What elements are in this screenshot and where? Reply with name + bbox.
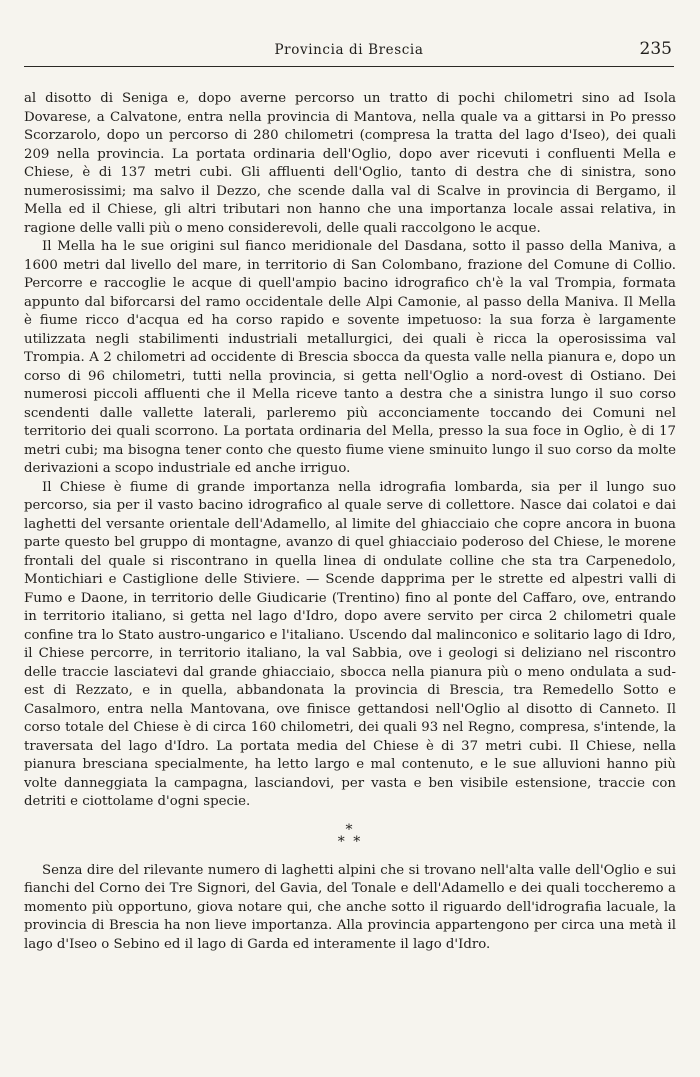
page-header (24, 36, 674, 67)
page-number: 235 (639, 39, 672, 59)
divider-asterisk-top: * (345, 821, 355, 838)
paragraph-mella: Il Mella ha le sue origini sul fianco meridionale del Dasdana, sotto il passo della Maniva, a 1600 metri dal livello del mare, in territorio di San Colombano, frazione del Comune di Collio. Percorre e raccoglie le acque di quell'ampio bacino idrografico ch'è la val Trompia, formata appunto dal biforcarsi del ramo occidentale delle Alpi Camonie, al passo della Maniva. Il Mella è fiume ricco d'acqua ed ha corso rapido e sovente impetuoso: la sua forza è largamente utilizzata negli stabilimenti industriali metallurgici, dei quali è ricca la operosissima val Trompia. A 2 chilometri ad occidente di Brescia sbocca da questa valle nella pianura e, dopo un corso di 96 chilometri, tutti nella provincia, si getta nell'Oglio a nord-ovest di Ostiano. Dei numerosi piccoli affluenti che il Mella riceve tanto a destra che a sinistra lungo il suo corso scendenti dalle vallette laterali, parleremo più acconciamente toccando dei Comuni nel territorio dei quali scorrono. La portata ordinaria del Mella, presso la sua foce in Oglio, è di 17 metri cubi; ma bisogna tener conto che questo fiume viene sminuito lungo il suo corso da molte derivazioni a scopo industriale ed anche irriguo. (24, 239, 676, 476)
page-body (24, 90, 676, 954)
paragraph-laghi: Senza dire del rilevante numero di laghetti alpini che si trovano nell'alta valle dell'Oglio e sui fianchi del Corno dei Tre Signori, del Gavia, del Tonale e dell'Adamello e dei quali toccheremo a momento più opportuno, giova notare qui, che anche sotto il riguardo dell'idrografia lacuale, la provincia di Brescia ha non lieve importanza. Alla provincia appartengono per circa una metà il lago d'Iseo o Sebino ed il lago di Garda ed interamente il lago d'Idro. (24, 862, 676, 952)
running-title: Provincia di Brescia (274, 42, 424, 58)
paragraph-oglio-continued: al disotto di Seniga e, dopo averne percorso un tratto di pochi chilometri sino ad Isola Dovarese, a Calvatone, entra nella provincia di Mantova, nella quale va a gittarsi in Po presso Scorzarolo, dopo un percorso di 280 chilometri (compresa la tratta del lago d'Iseo), dei quali 209 nella provincia. La portata ordinaria dell'Oglio, dopo aver ricevuti i confluenti Mella e Chiese, è di 137 metri cubi. Gli affluenti dell'Oglio, tanto di destra che di sinistra, sono numerosissimi; ma salvo il Dezzo, che scende dalla val di Scalve in provincia di Bergamo, il Mella ed il Chiese, gli altri tributari non hanno che una importanza locale assai relativa, in ragione delle valli più o meno considerevoli, delle quali raccolgono le acque. (24, 91, 676, 236)
paragraph-chiese: Il Chiese è fiume di grande importanza nella idrografia lombarda, sia per il lungo suo percorso, sia per il vasto bacino idrografico al quale serve di collettore. Nasce dai colatoi e dai laghetti del versante orientale dell'Adamello, al limite del ghiacciaio che copre ancora in buona parte questo bel gruppo di montagne, avanzo di quel ghiacciaio poderoso del Chiese, le morene frontali del quale si riscontrano in quella linea di ondulate colline che sta tra Carpenedolo, Montichiari e Castiglione delle Stiviere. — Scende dapprima per le strette ed alpestri valli di Fumo e Daone, in territorio delle Giudicarie (Trentino) fino al ponte del Caffaro, ove, entrando in territorio italiano, si getta nel lago d'Idro, dopo avere servito per circa 2 chilometri quale confine tra lo Stato austro-ungarico e l'italiano. Uscendo dal malinconico e solitario lago di Idro, il Chiese percorre, in territorio italiano, la val Sabbia, ove i geologi si deliziano nel riscontro delle traccie lasciatevi dal grande ghiacciaio, sbocca nella pianura più o meno ondulata a sud-est di Rezzato, e in quella, abbandonata la provincia di Brescia, tra Remedello Sotto e Casalmoro, entra nella Mantovana, ove finisce gettandosi nell'Oglio al disotto di Canneto. Il corso totale del Chiese è di circa 160 chilometri, dei quali 93 nel Regno, compresa, s'intende, la traversata del lago d'Idro. La portata media del Chiese è di 37 metri cubi. Il Chiese, nella pianura bresciana specialmente, ha letto largo e mal contenuto, e le sue alluvioni hanno più volte danneggiata la campagna, lasciandovi, per vasta e ben visibile estensione, traccie con detriti e ciottolame d'ogni specie. (24, 479, 676, 809)
section-divider (24, 821, 676, 850)
divider-asterisks-bottom: * * (337, 833, 363, 850)
